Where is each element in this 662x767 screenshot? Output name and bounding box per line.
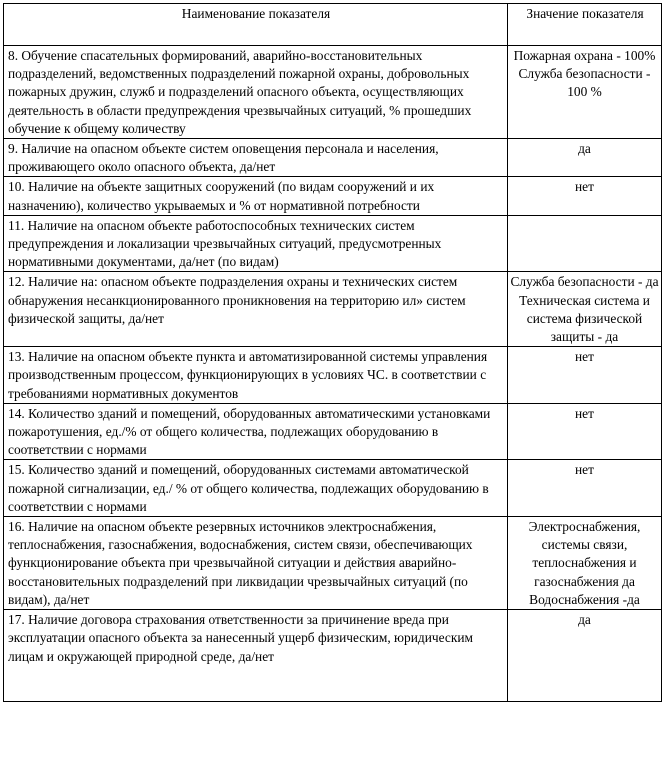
table-row [4, 46, 662, 139]
indicator-name: 9. Наличие на опасном объекте систем оповещения персонала и населения, проживающего около опасного объекта, да/нет [4, 139, 508, 177]
table-header-row [4, 4, 662, 46]
indicator-name: 17. Наличие договора страхования ответственности за причинение вреда при эксплуатации опасного объекта за нанесенный ущерб физическим, юридическим лицам и окружающей природной среде, да/нет [4, 610, 508, 702]
indicator-value: да [508, 610, 662, 702]
indicator-name: 11. Наличие на опасном объекте работоспособных технических систем предупреждения и локализации чрезвычайных ситуаций, предусмотренных нормативными документами, да/нет (по видам) [4, 215, 508, 272]
indicator-value: Служба безопасности - да Техническая система и система физической защиты - да [508, 272, 662, 347]
indicator-value [508, 215, 662, 272]
indicator-value: нет [508, 347, 662, 404]
indicator-value: нет [508, 403, 662, 460]
indicator-value: нет [508, 177, 662, 215]
column-header-value: Значение показателя [508, 4, 662, 46]
indicator-name: 8. Обучение спасательных формирований, аварийно-восстановительных подразделений, ведомственных подразделений пожарной охраны, добровольных пожарных дружин, служб и подразделений опасного объекта, осуществляющих деятельность в области предупреждения чрезвычайных ситуаций, % прошедших обучение к общему количеству [4, 46, 508, 139]
indicator-name: 14. Количество зданий и помещений, оборудованных автоматическими установками пожаротушения, ед./% от общего количества, подлежащих оборудованию в соответствии с нормами [4, 403, 508, 460]
table-row [4, 177, 662, 215]
table-row [4, 610, 662, 702]
table-row [4, 139, 662, 177]
indicators-table [3, 3, 662, 702]
indicator-name: 13. Наличие на опасном объекте пункта и автоматизированной системы управления производственным процессом, функционирующих в условиях ЧС. в соответствии с требованиями нормативных документов [4, 347, 508, 404]
indicator-name: 16. Наличие на опасном объекте резервных источников электроснабжения, теплоснабжения, газоснабжения, водоснабжения, систем связи, обеспечивающих функционирование объекта при чрезвычайной ситуации и действия аварийно-восстановительных подразделений при ликвидации чрезвычайных ситуаций (по видам), да/нет [4, 517, 508, 610]
table-row [4, 215, 662, 272]
table-row [4, 272, 662, 347]
indicator-value: нет [508, 460, 662, 517]
indicator-value: Электроснабжения, системы связи, теплоснабжения и газоснабжения да Водоснабжения -да [508, 517, 662, 610]
indicator-value: Пожарная охрана - 100% Служба безопасности - 100 % [508, 46, 662, 139]
table-row [4, 460, 662, 517]
indicator-name: 10. Наличие на объекте защитных сооружений (по видам сооружений и их назначению), количество укрываемых и % от нормативной потребности [4, 177, 508, 215]
table-row [4, 347, 662, 404]
table-row [4, 517, 662, 610]
indicator-value: да [508, 139, 662, 177]
column-header-name: Наименование показателя [4, 4, 508, 46]
indicator-name: 15. Количество зданий и помещений, оборудованных системами автоматической пожарной сигнализации, ед./ % от общего количества, подлежащих оборудованию в соответствии с нормами [4, 460, 508, 517]
table-row [4, 403, 662, 460]
indicator-name: 12. Наличие на: опасном объекте подразделения охраны и технических систем обнаружения несанкционированного проникновения на территорию ил» систем физической защиты, да/нет [4, 272, 508, 347]
